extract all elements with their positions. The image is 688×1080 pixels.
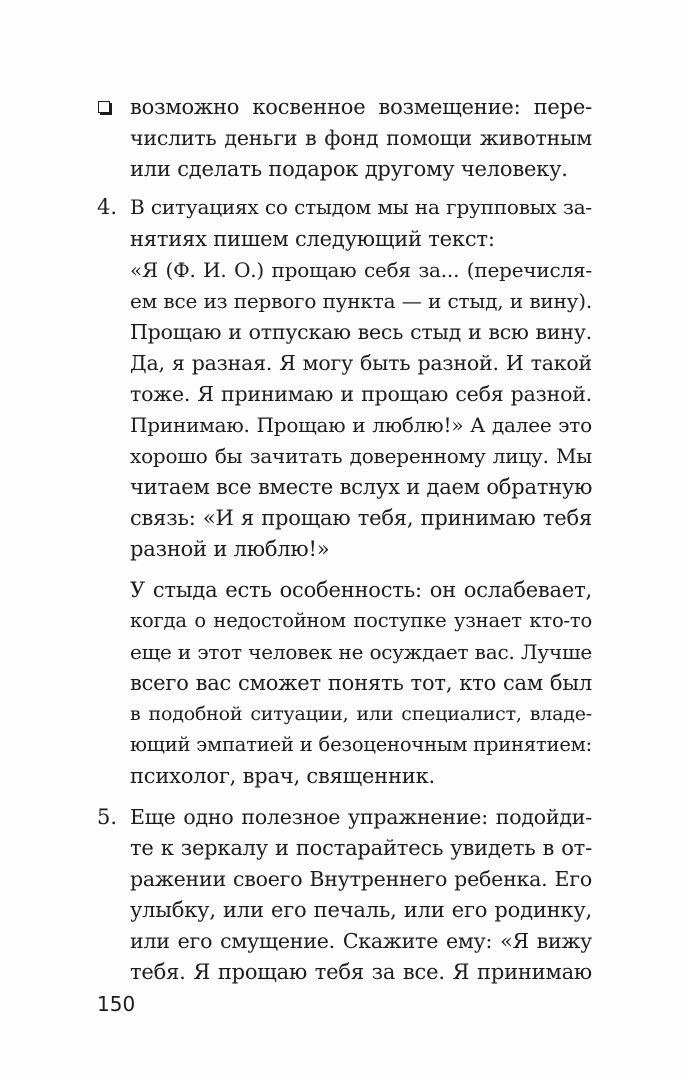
item-5-line-1: Еще одно полезное упражнение: подойди- xyxy=(130,805,592,829)
page-number: 150 xyxy=(97,992,136,1016)
item-4-line-5: Прощаю и отпускаю весь стыд и всю вину. xyxy=(130,320,592,344)
item-4-line-1: В ситуациях со стыдом мы на групповых за- xyxy=(130,195,592,219)
item-4-line-4: ем все из первого пункта — и стыд, и вину). xyxy=(130,289,592,313)
item-4-p2-line-6: ющий эмпатией и безоценочным принятием: xyxy=(130,733,593,756)
checkbox-bullet-icon xyxy=(98,101,110,113)
item-4-p2-line-1: У стыда есть особенность: он ослабевает, xyxy=(130,578,592,602)
item-4-line-6: Да, я разная. Я могу быть разной. И такой xyxy=(130,351,592,375)
item-4-line-11: связь: «И я прощаю тебя, принимаю тебя xyxy=(130,506,592,530)
item-4-line-9: хорошо бы зачитать доверенному лицу. Мы xyxy=(130,444,592,468)
bullet-line-1: возможно косвенное возмещение: пере- xyxy=(130,95,592,119)
item-5-line-6: тебя. Я прощаю тебя за все. Я принимаю xyxy=(130,960,592,984)
bullet-line-2: числить деньги в фонд помощи животным xyxy=(130,126,592,150)
item-4-line-3: «Я (Ф. И. О.) прощаю себя за... (перечисля- xyxy=(130,258,592,282)
item-5-line-3: ражении своего Внутреннего ребенка. Его xyxy=(130,867,592,891)
bullet-line-3: или сделать подарок другому человеку. xyxy=(130,157,568,181)
item-5-line-4: улыбку, или его печаль, или его родинку, xyxy=(130,898,592,922)
item-4-line-10: читаем все вместе вслух и даем обратную xyxy=(130,475,593,499)
item-4-p2-line-2: когда о недостойном поступке узнает кто-то xyxy=(130,609,592,632)
item-5-line-5: или его смущение. Скажите ему: «Я вижу xyxy=(130,929,592,953)
item-4-p2-line-5: в подобной ситуации, или специалист, владе- xyxy=(130,703,592,725)
item-4-number: 4. xyxy=(97,195,118,219)
item-4-p2-line-7: психолог, врач, священник. xyxy=(130,764,435,788)
item-4-p2-line-3: еще и этот человек не осуждает вас. Лучше xyxy=(130,640,592,664)
item-4-p2-line-4: всего вас сможет понять тот, кто сам был xyxy=(130,671,592,695)
item-4-line-2: нятиях пишем следующий текст: xyxy=(130,227,495,251)
item-5-line-2: те к зеркалу и постарайтесь увидеть в от- xyxy=(130,836,592,860)
item-5-number: 5. xyxy=(97,805,118,829)
item-4-line-8: Принимаю. Прощаю и люблю!» А далее это xyxy=(130,413,592,437)
item-4-line-7: тоже. Я принимаю и прощаю себя разной. xyxy=(130,382,592,406)
item-4-line-12: разной и люблю!» xyxy=(130,537,330,561)
